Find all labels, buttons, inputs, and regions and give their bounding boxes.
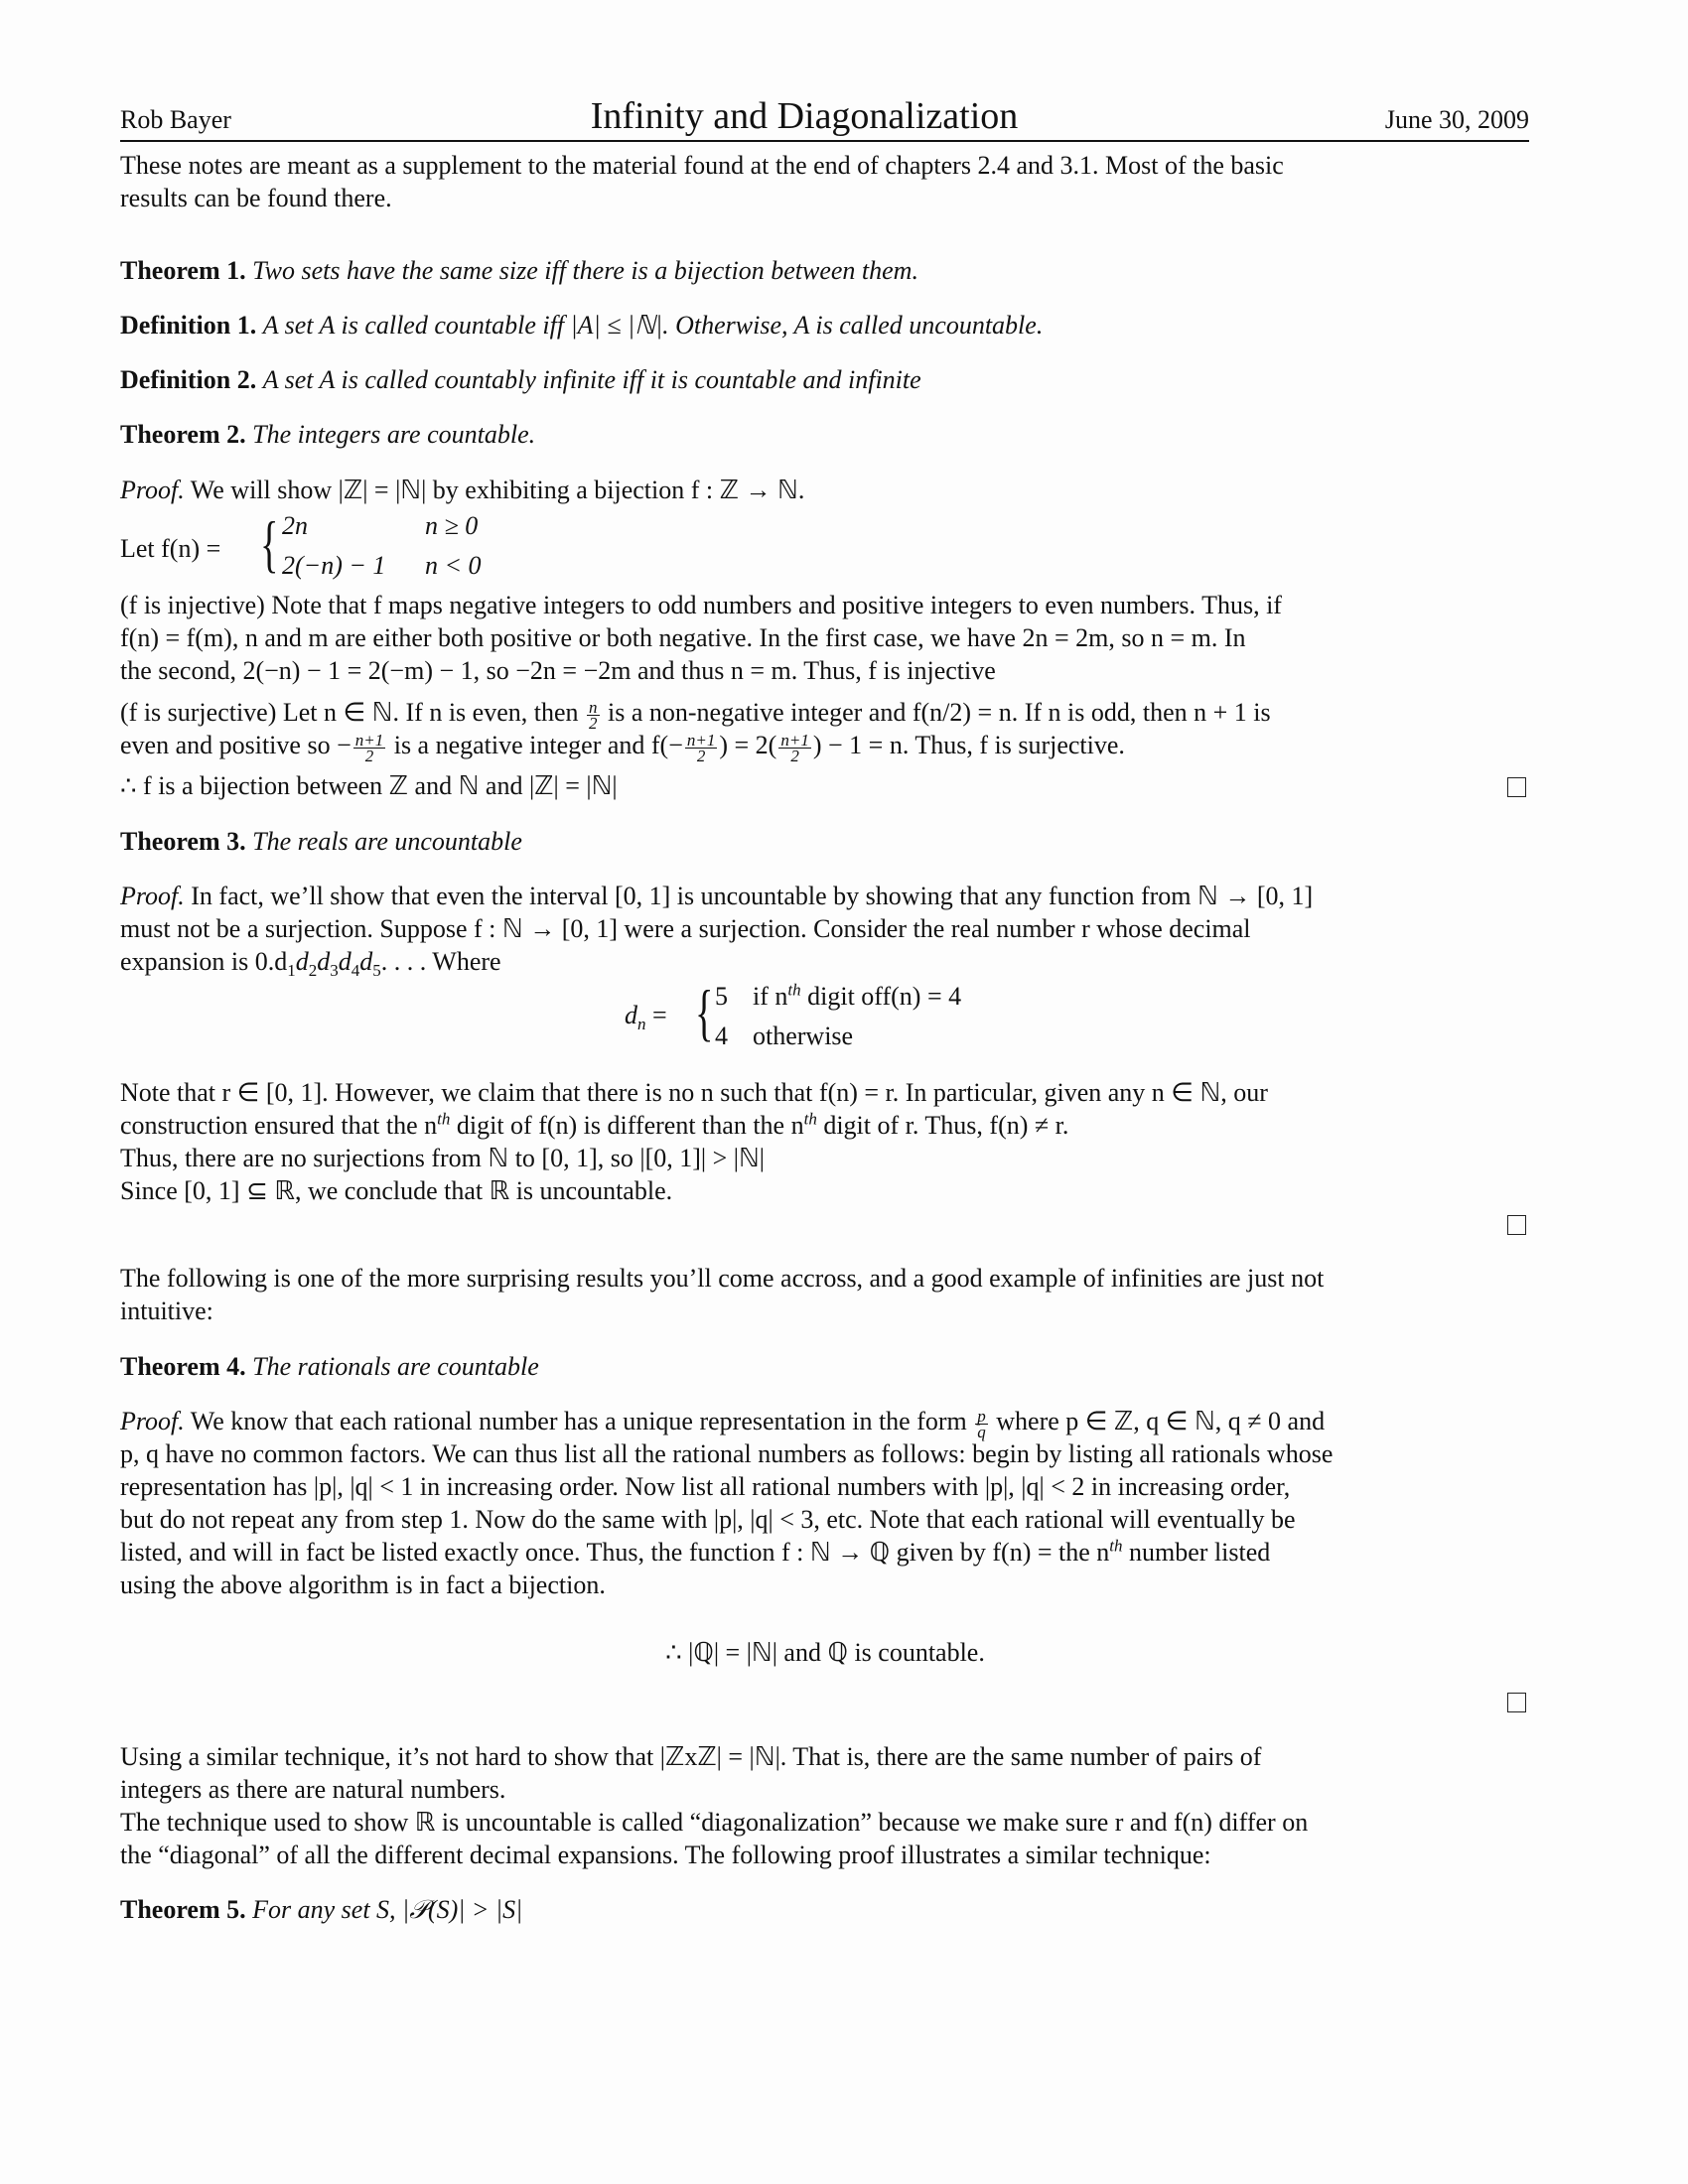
theorem-4-label: Theorem 4. — [120, 1352, 246, 1381]
proof-2-injective-3: the second, 2(−n) − 1 = 2(−m) − 1, so −2n = −2m and thus n = m. Thus, f is injective — [120, 656, 996, 685]
proof-2-surjective-1 — [120, 696, 1530, 731]
fraction-n-plus-1-over-2: $\frac{n+1}{2}$ — [686, 730, 716, 765]
theorem-2-label: Theorem 2. — [120, 420, 246, 449]
proof-4-line-4: but do not repeat any from step 1. Now do the same with |p|, |q| < 3, etc. Note that each rational will eventually be — [120, 1505, 1296, 1534]
header-author: Rob Bayer — [120, 105, 231, 134]
proof-label: Proof. — [120, 882, 185, 910]
case-1-condition: if n — [753, 982, 788, 1011]
text-segment: is a non-negative integer and f(n/2) = n. If n is odd, then n + 1 is — [608, 698, 1271, 727]
proof-4-conclusion: ∴ |ℚ| = |ℕ| and ℚ is countable. — [665, 1638, 985, 1667]
case-1-value: 2n — [282, 511, 308, 540]
superscript: th — [437, 1109, 451, 1129]
theorem-2-text: The integers are countable. — [252, 420, 536, 449]
dn-label: $d_n$ = — [625, 1001, 667, 1034]
left-brace-icon: { — [695, 977, 714, 1047]
definition-2-text: A set A is called countably infinite iff it is countable and infinite — [262, 365, 921, 394]
theorem-1-text: Two sets have the same size iff there is a bijection between them. — [252, 256, 918, 285]
text-segment: . . . . Where — [380, 947, 501, 976]
theorem-1 — [120, 254, 1530, 287]
superscript: th — [803, 1109, 817, 1129]
text-segment: expansion is 0.d — [120, 947, 288, 976]
qed-square-icon — [1507, 1215, 1526, 1235]
superscript: th — [787, 980, 801, 1000]
text-segment: (f is surjective) Let n ∈ ℕ. If n is even, then — [120, 698, 579, 727]
proof-3-note-2 — [120, 1109, 1530, 1142]
proof-4-line-2: p, q have no common factors. We can thus list all the rational numbers as follows: begin by listing all rationals whose — [120, 1439, 1334, 1468]
text-segment: listed, and will in fact be listed exactly once. Thus, the function f : ℕ → ℚ given by f(n) = the n — [120, 1538, 1110, 1567]
text-segment: even and positive so − — [120, 731, 352, 759]
qed-square-icon — [1507, 1693, 1526, 1712]
proof-3-note-4: Since [0, 1] ⊆ ℝ, we conclude that ℝ is uncountable. — [120, 1176, 673, 1205]
text-segment: digit of r. Thus, f(n) ≠ r. — [816, 1111, 1069, 1140]
document-title: Infinity and Diagonalization — [590, 95, 1019, 137]
closing-line-1: Using a similar technique, it’s not hard to show that |ℤxℤ| = |ℕ|. That is, there are the same number of pairs of — [120, 1742, 1262, 1771]
theorem-2 — [120, 418, 1530, 451]
bridge-line-2: intuitive: — [120, 1297, 213, 1325]
theorem-1-label: Theorem 1. — [120, 256, 246, 285]
intro-line-2: results can be found there. — [120, 184, 392, 212]
case-1-condition-rest: digit off(n) = 4 — [800, 982, 962, 1011]
case-2-value: 2(−n) − 1 — [282, 551, 386, 580]
theorem-4-text: The rationals are countable — [252, 1352, 539, 1381]
fraction-n-plus-1-over-2: $\frac{n+1}{2}$ — [354, 730, 384, 765]
left-brace-icon: { — [260, 508, 279, 579]
proof-3-line-1 — [120, 880, 1530, 912]
proof-3-line-3: expansion is $0.d_1d_2d_3d_4d_5$. . . . Where — [120, 947, 501, 981]
proof-label: Proof. — [120, 1407, 185, 1435]
proof-2-conclusion: ∴ f is a bijection between ℤ and ℕ and |ℤ| = |ℕ| — [120, 771, 618, 800]
definition-2-label: Definition 2. — [120, 365, 257, 394]
text-segment: ) − 1 = n. Thus, f is surjective. — [812, 731, 1125, 759]
proof-4-line-3: representation has |p|, |q| < 1 in increasing order. Now list all rational numbers with |p|, |q| < 2 in increasing order, — [120, 1472, 1291, 1501]
closing-line-2: integers as there are natural numbers. — [120, 1775, 506, 1804]
case-2-value: 4 — [715, 1022, 728, 1050]
definition-1-text: A set A is called countable iff |A| ≤ |ℕ|. Otherwise, A is called uncountable. — [262, 311, 1044, 340]
proof-2-intro — [120, 474, 1530, 506]
fraction-n-over-2: $\frac{n}{2}$ — [589, 697, 598, 733]
dn-symbol: d — [625, 1001, 637, 1029]
closing-line-4: the “diagonal” of all the different decimal expansions. The following proof illustrates a similar technique: — [120, 1841, 1211, 1869]
proof-2-injective-1: (f is injective) Note that f maps negative integers to odd numbers and positive integers to even numbers. Thus, if — [120, 591, 1282, 619]
theorem-3-label: Theorem 3. — [120, 827, 246, 856]
piecewise-cases — [282, 506, 482, 586]
proof-3-note-1: Note that r ∈ [0, 1]. However, we claim that there is no n such that f(n) = r. In particular, given any n ∈ ℕ, our — [120, 1078, 1268, 1107]
text-segment: is a negative integer and f(− — [393, 731, 683, 759]
text-segment: number listed — [1122, 1538, 1271, 1567]
theorem-5 — [120, 1893, 1530, 1926]
proof-label: Proof. — [120, 476, 185, 504]
proof-3-note-3: Thus, there are no surjections from ℕ to [0, 1], so |[0, 1]| > |ℕ| — [120, 1144, 765, 1172]
theorem-4 — [120, 1350, 1530, 1383]
theorem-3 — [120, 825, 1530, 858]
dn-subscript: n — [637, 1015, 646, 1034]
text-segment: In fact, we’ll show that even the interval [0, 1] is uncountable by showing that any function from ℕ → [0, 1] — [191, 882, 1314, 910]
definition-2 — [120, 363, 1530, 396]
proof-2-injective-2: f(n) = f(m), n and m are either both positive or both negative. In the first case, we have 2n = 2m, so n = m. In — [120, 623, 1246, 652]
text-segment: construction ensured that the n — [120, 1111, 438, 1140]
theorem-5-label: Theorem 5. — [120, 1895, 246, 1924]
header-rule — [120, 140, 1529, 142]
proof-4-line-6: using the above algorithm is in fact a bijection. — [120, 1570, 606, 1599]
text-segment: ) = 2( — [719, 731, 777, 759]
case-2-condition: otherwise — [753, 1022, 854, 1050]
text-segment: where p ∈ ℤ, q ∈ ℕ, q ≠ 0 and — [996, 1407, 1326, 1435]
proof-4-line-5 — [120, 1536, 1530, 1569]
proof-2-line-1: We will show |ℤ| = |ℕ| by exhibiting a bijection f : ℤ → ℕ. — [190, 476, 805, 504]
superscript: th — [1109, 1536, 1123, 1556]
definition-1 — [120, 309, 1530, 341]
proof-4-line-1 — [120, 1405, 1530, 1439]
fraction-n-plus-1-over-2: $\frac{n+1}{2}$ — [780, 730, 809, 765]
piecewise-let-label: Let f(n) = — [120, 534, 221, 563]
intro-line-1: These notes are meant as a supplement to the material found at the end of chapters 2.4 and 3.1. Most of the basic — [120, 151, 1284, 180]
proof-3-line-2: must not be a surjection. Suppose f : ℕ → [0, 1] were a surjection. Consider the real number r whose decimal — [120, 914, 1251, 943]
proof-2-surjective-2 — [120, 729, 1530, 763]
theorem-5-text: For any set S, |𝒫(S)| > |S| — [252, 1895, 523, 1924]
digit-definition-cases — [715, 977, 961, 1056]
fraction-p-over-q: $\frac{p}{q}$ — [977, 1406, 986, 1441]
closing-line-3: The technique used to show ℝ is uncountable is called “diagonalization” because we make sure r and f(n) differ on — [120, 1808, 1309, 1837]
case-1-condition: n ≥ 0 — [425, 511, 479, 540]
case-1-value: 5 — [715, 982, 728, 1011]
text-segment: digit of f(n) is different than the n — [450, 1111, 804, 1140]
qed-square-icon — [1507, 777, 1526, 797]
definition-1-label: Definition 1. — [120, 311, 257, 340]
header-date: June 30, 2009 — [1384, 105, 1529, 134]
text-segment: We know that each rational number has a unique representation in the form — [190, 1407, 967, 1435]
theorem-3-text: The reals are uncountable — [252, 827, 522, 856]
case-2-condition: n < 0 — [425, 551, 482, 580]
bridge-line-1: The following is one of the more surprising results you’ll come accross, and a good example of infinities are just not — [120, 1264, 1325, 1293]
